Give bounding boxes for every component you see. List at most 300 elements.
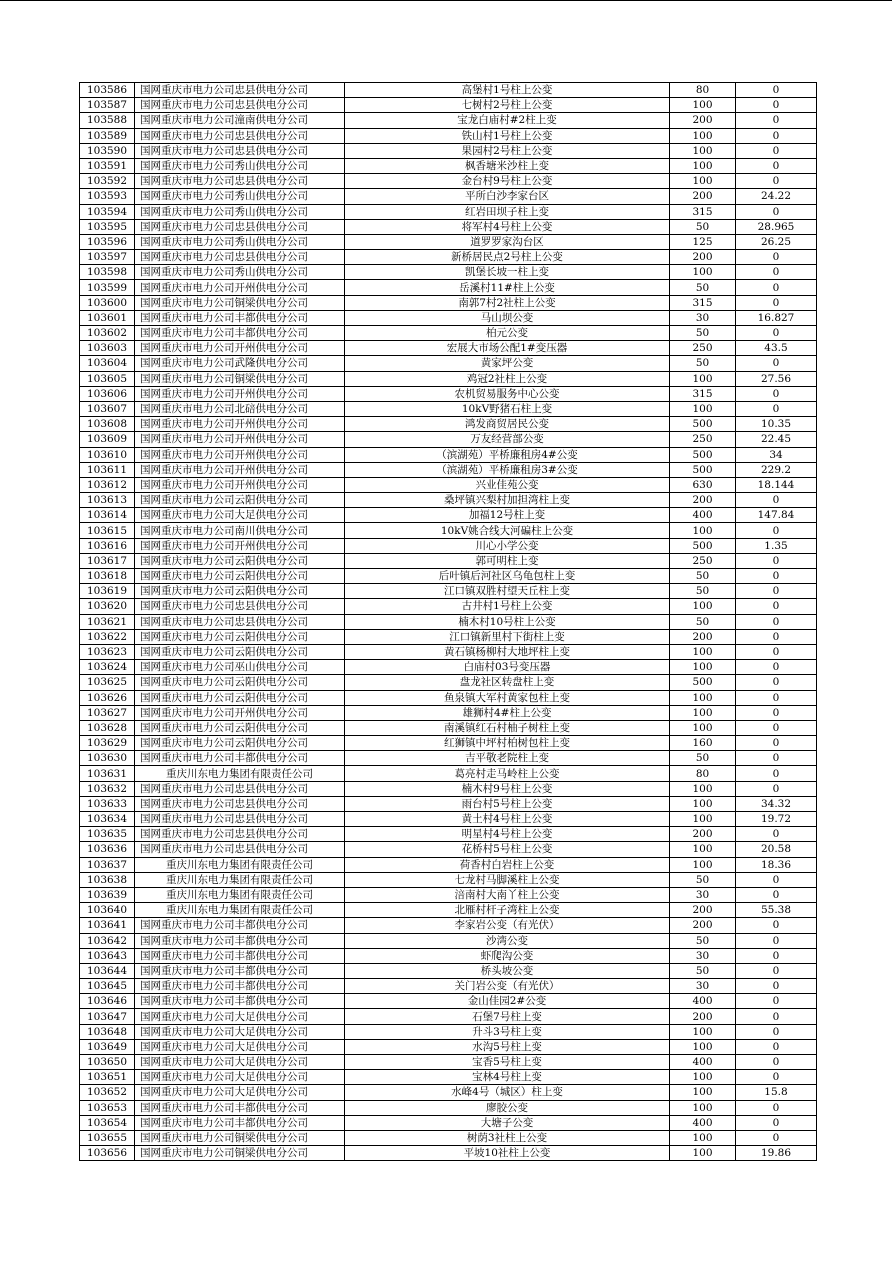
- company-cell: 国网重庆市电力公司忠县供电分公司: [135, 219, 345, 234]
- table-row: [80, 447, 817, 462]
- capacity-cell: 500: [670, 462, 736, 477]
- company-cell: 国网重庆市电力公司开州供电分公司: [135, 432, 345, 447]
- value-cell: 0: [736, 827, 817, 842]
- transformer-name-cell: （滨湖苑）平桥廉租房4#公变: [345, 447, 670, 462]
- table-row: [80, 933, 817, 948]
- capacity-cell: 250: [670, 553, 736, 568]
- table-row: [80, 599, 817, 614]
- table-row: [80, 1070, 817, 1085]
- transformer-name-cell: 南郭7村2社柱上公变: [345, 295, 670, 310]
- row-id-cell: 103652: [80, 1085, 135, 1100]
- row-id-cell: 103651: [80, 1070, 135, 1085]
- table-row: [80, 948, 817, 963]
- transformer-name-cell: 道罗罗家沟台区: [345, 234, 670, 249]
- value-cell: 0: [736, 675, 817, 690]
- table-row: [80, 417, 817, 432]
- company-cell: 国网重庆市电力公司忠县供电分公司: [135, 98, 345, 113]
- company-cell: 国网重庆市电力公司云阳供电分公司: [135, 493, 345, 508]
- capacity-cell: 50: [670, 751, 736, 766]
- value-cell: 0: [736, 766, 817, 781]
- transformer-name-cell: 红狮镇中坪村柏树包柱上变: [345, 736, 670, 751]
- page-top-border: [0, 0, 892, 1]
- transformer-name-cell: 高堡村1号柱上公变: [345, 83, 670, 98]
- value-cell: 0: [736, 295, 817, 310]
- row-id-cell: 103635: [80, 827, 135, 842]
- value-cell: 0: [736, 1039, 817, 1054]
- value-cell: 0: [736, 644, 817, 659]
- value-cell: 10.35: [736, 417, 817, 432]
- transformer-name-cell: 廖胶公变: [345, 1100, 670, 1115]
- value-cell: 0: [736, 386, 817, 401]
- transformer-name-cell: 明星村4号柱上公变: [345, 827, 670, 842]
- row-id-cell: 103598: [80, 265, 135, 280]
- table-row: [80, 766, 817, 781]
- value-cell: 0: [736, 963, 817, 978]
- table-row: [80, 158, 817, 173]
- transformer-name-cell: 大塘子公变: [345, 1115, 670, 1130]
- company-cell: 国网重庆市电力公司铜梁供电分公司: [135, 371, 345, 386]
- transformer-name-cell: 古井村1号柱上公变: [345, 599, 670, 614]
- capacity-cell: 100: [670, 1024, 736, 1039]
- row-id-cell: 103600: [80, 295, 135, 310]
- value-cell: 0: [736, 553, 817, 568]
- company-cell: 国网重庆市电力公司开州供电分公司: [135, 462, 345, 477]
- transformer-name-cell: 红岩田坝子柱上变: [345, 204, 670, 219]
- row-id-cell: 103650: [80, 1055, 135, 1070]
- capacity-cell: 100: [670, 599, 736, 614]
- company-cell: 国网重庆市电力公司云阳供电分公司: [135, 690, 345, 705]
- capacity-cell: 100: [670, 857, 736, 872]
- value-cell: 0: [736, 523, 817, 538]
- row-id-cell: 103587: [80, 98, 135, 113]
- company-cell: 国网重庆市电力公司忠县供电分公司: [135, 781, 345, 796]
- capacity-cell: 400: [670, 994, 736, 1009]
- table-row: [80, 98, 817, 113]
- capacity-cell: 100: [670, 660, 736, 675]
- capacity-cell: 100: [670, 842, 736, 857]
- transformer-name-cell: 枫香塘米沙柱上变: [345, 158, 670, 173]
- value-cell: 16.827: [736, 310, 817, 325]
- capacity-cell: 100: [670, 523, 736, 538]
- table-row: [80, 265, 817, 280]
- row-id-cell: 103611: [80, 462, 135, 477]
- value-cell: 15.8: [736, 1085, 817, 1100]
- value-cell: 55.38: [736, 903, 817, 918]
- capacity-cell: 100: [670, 796, 736, 811]
- transformer-name-cell: 10kV姚合线大河碥柱上公变: [345, 523, 670, 538]
- transformer-name-cell: 兴业佳苑公变: [345, 477, 670, 492]
- company-cell: 国网重庆市电力公司大足供电分公司: [135, 1085, 345, 1100]
- transformer-name-cell: 水沟5号柱上变: [345, 1039, 670, 1054]
- row-id-cell: 103638: [80, 872, 135, 887]
- capacity-cell: 250: [670, 432, 736, 447]
- value-cell: 18.144: [736, 477, 817, 492]
- value-cell: 0: [736, 872, 817, 887]
- capacity-cell: 200: [670, 629, 736, 644]
- row-id-cell: 103621: [80, 614, 135, 629]
- value-cell: 0: [736, 887, 817, 902]
- value-cell: 0: [736, 1130, 817, 1145]
- transformer-name-cell: 白庙村03号变压器: [345, 660, 670, 675]
- value-cell: 19.72: [736, 812, 817, 827]
- table-row: [80, 432, 817, 447]
- transformer-name-cell: 荷香村白岩柱上公变: [345, 857, 670, 872]
- value-cell: 0: [736, 1100, 817, 1115]
- table-row: [80, 614, 817, 629]
- company-cell: 国网重庆市电力公司武隆供电分公司: [135, 356, 345, 371]
- capacity-cell: 400: [670, 1115, 736, 1130]
- value-cell: 0: [736, 979, 817, 994]
- value-cell: 0: [736, 584, 817, 599]
- company-cell: 国网重庆市电力公司丰都供电分公司: [135, 963, 345, 978]
- transformer-name-cell: 郭可明柱上变: [345, 553, 670, 568]
- company-cell: 国网重庆市电力公司铜梁供电分公司: [135, 1146, 345, 1161]
- value-cell: 0: [736, 629, 817, 644]
- value-cell: 0: [736, 204, 817, 219]
- value-cell: 0: [736, 948, 817, 963]
- row-id-cell: 103605: [80, 371, 135, 386]
- transformer-name-cell: 鱼泉镇大军村黄家包柱上变: [345, 690, 670, 705]
- capacity-cell: 100: [670, 98, 736, 113]
- value-cell: 0: [736, 401, 817, 416]
- table-row: [80, 234, 817, 249]
- company-cell: 国网重庆市电力公司秀山供电分公司: [135, 189, 345, 204]
- transformer-name-cell: 江口镇新里村下街柱上变: [345, 629, 670, 644]
- capacity-cell: 100: [670, 265, 736, 280]
- capacity-cell: 100: [670, 690, 736, 705]
- table-row: [80, 401, 817, 416]
- table-row: [80, 326, 817, 341]
- value-cell: 147.84: [736, 508, 817, 523]
- transformer-name-cell: 桥头坡公变: [345, 963, 670, 978]
- company-cell: 国网重庆市电力公司大足供电分公司: [135, 1009, 345, 1024]
- table-row: [80, 781, 817, 796]
- capacity-cell: 200: [670, 918, 736, 933]
- row-id-cell: 103645: [80, 979, 135, 994]
- value-cell: 0: [736, 250, 817, 265]
- row-id-cell: 103601: [80, 310, 135, 325]
- transformer-name-cell: 鸡冠2社柱上公变: [345, 371, 670, 386]
- row-id-cell: 103619: [80, 584, 135, 599]
- row-id-cell: 103586: [80, 83, 135, 98]
- value-cell: 0: [736, 1115, 817, 1130]
- table-row: [80, 644, 817, 659]
- capacity-cell: 100: [670, 158, 736, 173]
- row-id-cell: 103615: [80, 523, 135, 538]
- company-cell: 国网重庆市电力公司丰都供电分公司: [135, 933, 345, 948]
- company-cell: 国网重庆市电力公司忠县供电分公司: [135, 128, 345, 143]
- transformer-name-cell: 将军村4号柱上公变: [345, 219, 670, 234]
- table-row: [80, 584, 817, 599]
- row-id-cell: 103643: [80, 948, 135, 963]
- table-row: [80, 872, 817, 887]
- table-row: [80, 1009, 817, 1024]
- row-id-cell: 103633: [80, 796, 135, 811]
- value-cell: 0: [736, 599, 817, 614]
- capacity-cell: 30: [670, 979, 736, 994]
- transformer-name-cell: 楠木村9号柱上公变: [345, 781, 670, 796]
- capacity-cell: 630: [670, 477, 736, 492]
- row-id-cell: 103613: [80, 493, 135, 508]
- company-cell: 国网重庆市电力公司北碚供电分公司: [135, 401, 345, 416]
- company-cell: 国网重庆市电力公司云阳供电分公司: [135, 736, 345, 751]
- value-cell: 22.45: [736, 432, 817, 447]
- company-cell: 国网重庆市电力公司丰都供电分公司: [135, 1115, 345, 1130]
- transformer-name-cell: 黄家坪公变: [345, 356, 670, 371]
- transformer-name-cell: 关门岩公变（有光伏）: [345, 979, 670, 994]
- company-cell: 国网重庆市电力公司忠县供电分公司: [135, 796, 345, 811]
- row-id-cell: 103640: [80, 903, 135, 918]
- row-id-cell: 103594: [80, 204, 135, 219]
- value-cell: 26.25: [736, 234, 817, 249]
- table-row: [80, 1130, 817, 1145]
- transformer-name-cell: 川心小学公变: [345, 538, 670, 553]
- table-row: [80, 827, 817, 842]
- transformer-name-cell: 平所白沙李家台区: [345, 189, 670, 204]
- capacity-cell: 50: [670, 872, 736, 887]
- transformer-name-cell: 树荫3社柱上公变: [345, 1130, 670, 1145]
- row-id-cell: 103641: [80, 918, 135, 933]
- table-row: [80, 569, 817, 584]
- value-cell: 0: [736, 1055, 817, 1070]
- table-row: [80, 1039, 817, 1054]
- value-cell: 0: [736, 326, 817, 341]
- row-id-cell: 103610: [80, 447, 135, 462]
- value-cell: 0: [736, 690, 817, 705]
- table-row: [80, 477, 817, 492]
- transformer-name-cell: 加福12号柱上变: [345, 508, 670, 523]
- transformer-name-cell: 金山佳园2#公变: [345, 994, 670, 1009]
- row-id-cell: 103588: [80, 113, 135, 128]
- table-row: [80, 751, 817, 766]
- row-id-cell: 103608: [80, 417, 135, 432]
- transformer-name-cell: 马山坝公变: [345, 310, 670, 325]
- value-cell: 0: [736, 493, 817, 508]
- table-row: [80, 1024, 817, 1039]
- value-cell: 27.56: [736, 371, 817, 386]
- transformer-name-cell: 万友经营部公变: [345, 432, 670, 447]
- company-cell: 国网重庆市电力公司开州供电分公司: [135, 386, 345, 401]
- value-cell: 24.22: [736, 189, 817, 204]
- value-cell: 34.32: [736, 796, 817, 811]
- table-row: [80, 1146, 817, 1161]
- company-cell: 国网重庆市电力公司秀山供电分公司: [135, 234, 345, 249]
- row-id-cell: 103625: [80, 675, 135, 690]
- company-cell: 国网重庆市电力公司丰都供电分公司: [135, 310, 345, 325]
- row-id-cell: 103593: [80, 189, 135, 204]
- capacity-cell: 200: [670, 250, 736, 265]
- company-cell: 国网重庆市电力公司秀山供电分公司: [135, 265, 345, 280]
- value-cell: 229.2: [736, 462, 817, 477]
- transformer-table: [79, 82, 817, 1161]
- company-cell: 国网重庆市电力公司丰都供电分公司: [135, 994, 345, 1009]
- value-cell: 0: [736, 1070, 817, 1085]
- table-row: [80, 979, 817, 994]
- capacity-cell: 30: [670, 310, 736, 325]
- capacity-cell: 400: [670, 1055, 736, 1070]
- company-cell: 国网重庆市电力公司忠县供电分公司: [135, 599, 345, 614]
- capacity-cell: 200: [670, 493, 736, 508]
- row-id-cell: 103616: [80, 538, 135, 553]
- table-row: [80, 629, 817, 644]
- company-cell: 国网重庆市电力公司忠县供电分公司: [135, 842, 345, 857]
- table-row: [80, 371, 817, 386]
- company-cell: 国网重庆市电力公司忠县供电分公司: [135, 143, 345, 158]
- capacity-cell: 500: [670, 447, 736, 462]
- row-id-cell: 103648: [80, 1024, 135, 1039]
- row-id-cell: 103655: [80, 1130, 135, 1145]
- company-cell: 国网重庆市电力公司南川供电分公司: [135, 523, 345, 538]
- capacity-cell: 100: [670, 128, 736, 143]
- table-row: [80, 493, 817, 508]
- value-cell: 43.5: [736, 341, 817, 356]
- capacity-cell: 200: [670, 189, 736, 204]
- capacity-cell: 250: [670, 341, 736, 356]
- capacity-cell: 315: [670, 204, 736, 219]
- company-cell: 重庆川东电力集团有限责任公司: [135, 887, 345, 902]
- value-cell: 18.36: [736, 857, 817, 872]
- table-row: [80, 310, 817, 325]
- capacity-cell: 100: [670, 812, 736, 827]
- row-id-cell: 103649: [80, 1039, 135, 1054]
- row-id-cell: 103646: [80, 994, 135, 1009]
- company-cell: 国网重庆市电力公司开州供电分公司: [135, 280, 345, 295]
- transformer-name-cell: 水峰4号（城区）柱上变: [345, 1085, 670, 1100]
- row-id-cell: 103634: [80, 812, 135, 827]
- row-id-cell: 103599: [80, 280, 135, 295]
- transformer-name-cell: 10kV野猪石柱上变: [345, 401, 670, 416]
- row-id-cell: 103653: [80, 1100, 135, 1115]
- company-cell: 重庆川东电力集团有限责任公司: [135, 872, 345, 887]
- table-row: [80, 720, 817, 735]
- table-row: [80, 386, 817, 401]
- row-id-cell: 103632: [80, 781, 135, 796]
- table-row: [80, 174, 817, 189]
- transformer-name-cell: 新桥居民点2号柱上公变: [345, 250, 670, 265]
- value-cell: 0: [736, 265, 817, 280]
- table-row: [80, 523, 817, 538]
- company-cell: 国网重庆市电力公司铜梁供电分公司: [135, 295, 345, 310]
- table-row: [80, 219, 817, 234]
- transformer-name-cell: 李家岩公变（有光伏）: [345, 918, 670, 933]
- transformer-name-cell: （滨湖苑）平桥廉租房3#公变: [345, 462, 670, 477]
- value-cell: 0: [736, 751, 817, 766]
- value-cell: 0: [736, 614, 817, 629]
- row-id-cell: 103591: [80, 158, 135, 173]
- capacity-cell: 100: [670, 401, 736, 416]
- capacity-cell: 50: [670, 614, 736, 629]
- value-cell: 0: [736, 128, 817, 143]
- company-cell: 重庆川东电力集团有限责任公司: [135, 857, 345, 872]
- company-cell: 国网重庆市电力公司大足供电分公司: [135, 1055, 345, 1070]
- value-cell: 0: [736, 174, 817, 189]
- company-cell: 国网重庆市电力公司开州供电分公司: [135, 705, 345, 720]
- company-cell: 国网重庆市电力公司云阳供电分公司: [135, 584, 345, 599]
- table-row: [80, 508, 817, 523]
- transformer-name-cell: 黄石镇杨柳村大地坪柱上变: [345, 644, 670, 659]
- value-cell: 0: [736, 83, 817, 98]
- value-cell: 0: [736, 660, 817, 675]
- company-cell: 国网重庆市电力公司大足供电分公司: [135, 1039, 345, 1054]
- table-row: [80, 1055, 817, 1070]
- table-row: [80, 903, 817, 918]
- transformer-name-cell: 涪南村大南丫柱上公变: [345, 887, 670, 902]
- company-cell: 国网重庆市电力公司大足供电分公司: [135, 508, 345, 523]
- value-cell: 0: [736, 158, 817, 173]
- capacity-cell: 100: [670, 1146, 736, 1161]
- value-cell: 0: [736, 781, 817, 796]
- table-row: [80, 1100, 817, 1115]
- capacity-cell: 500: [670, 538, 736, 553]
- row-id-cell: 103592: [80, 174, 135, 189]
- transformer-name-cell: 北雁村杆子湾柱上公变: [345, 903, 670, 918]
- row-id-cell: 103630: [80, 751, 135, 766]
- company-cell: 国网重庆市电力公司云阳供电分公司: [135, 675, 345, 690]
- capacity-cell: 100: [670, 1130, 736, 1145]
- table-row: [80, 918, 817, 933]
- capacity-cell: 315: [670, 295, 736, 310]
- row-id-cell: 103609: [80, 432, 135, 447]
- transformer-name-cell: 南溪镇红石村柚子树柱上变: [345, 720, 670, 735]
- table-row: [80, 660, 817, 675]
- table-row: [80, 189, 817, 204]
- value-cell: 0: [736, 98, 817, 113]
- company-cell: 国网重庆市电力公司开州供电分公司: [135, 417, 345, 432]
- row-id-cell: 103647: [80, 1009, 135, 1024]
- table-row: [80, 705, 817, 720]
- capacity-cell: 100: [670, 644, 736, 659]
- table-row: [80, 812, 817, 827]
- row-id-cell: 103607: [80, 401, 135, 416]
- table-row: [80, 1115, 817, 1130]
- row-id-cell: 103637: [80, 857, 135, 872]
- row-id-cell: 103654: [80, 1115, 135, 1130]
- company-cell: 国网重庆市电力公司开州供电分公司: [135, 341, 345, 356]
- transformer-name-cell: 农机贸易服务中心公变: [345, 386, 670, 401]
- table-row: [80, 356, 817, 371]
- table-row: [80, 250, 817, 265]
- company-cell: 国网重庆市电力公司巫山供电分公司: [135, 660, 345, 675]
- row-id-cell: 103618: [80, 569, 135, 584]
- transformer-name-cell: 凯堡长坡一柱上变: [345, 265, 670, 280]
- row-id-cell: 103623: [80, 644, 135, 659]
- company-cell: 国网重庆市电力公司丰都供电分公司: [135, 751, 345, 766]
- value-cell: 1.35: [736, 538, 817, 553]
- transformer-name-cell: 岳溪村11#柱上公变: [345, 280, 670, 295]
- company-cell: 国网重庆市电力公司铜梁供电分公司: [135, 1130, 345, 1145]
- table-row: [80, 736, 817, 751]
- company-cell: 国网重庆市电力公司忠县供电分公司: [135, 174, 345, 189]
- value-cell: 28.965: [736, 219, 817, 234]
- table-row: [80, 204, 817, 219]
- row-id-cell: 103626: [80, 690, 135, 705]
- row-id-cell: 103603: [80, 341, 135, 356]
- capacity-cell: 30: [670, 887, 736, 902]
- company-cell: 重庆川东电力集团有限责任公司: [135, 766, 345, 781]
- row-id-cell: 103642: [80, 933, 135, 948]
- company-cell: 国网重庆市电力公司云阳供电分公司: [135, 629, 345, 644]
- capacity-cell: 100: [670, 371, 736, 386]
- table-row: [80, 963, 817, 978]
- transformer-name-cell: 虾爬沟公变: [345, 948, 670, 963]
- value-cell: 0: [736, 933, 817, 948]
- row-id-cell: 103629: [80, 736, 135, 751]
- capacity-cell: 50: [670, 219, 736, 234]
- company-cell: 国网重庆市电力公司云阳供电分公司: [135, 553, 345, 568]
- capacity-cell: 100: [670, 174, 736, 189]
- transformer-name-cell: 平坡10社柱上公变: [345, 1146, 670, 1161]
- value-cell: 0: [736, 113, 817, 128]
